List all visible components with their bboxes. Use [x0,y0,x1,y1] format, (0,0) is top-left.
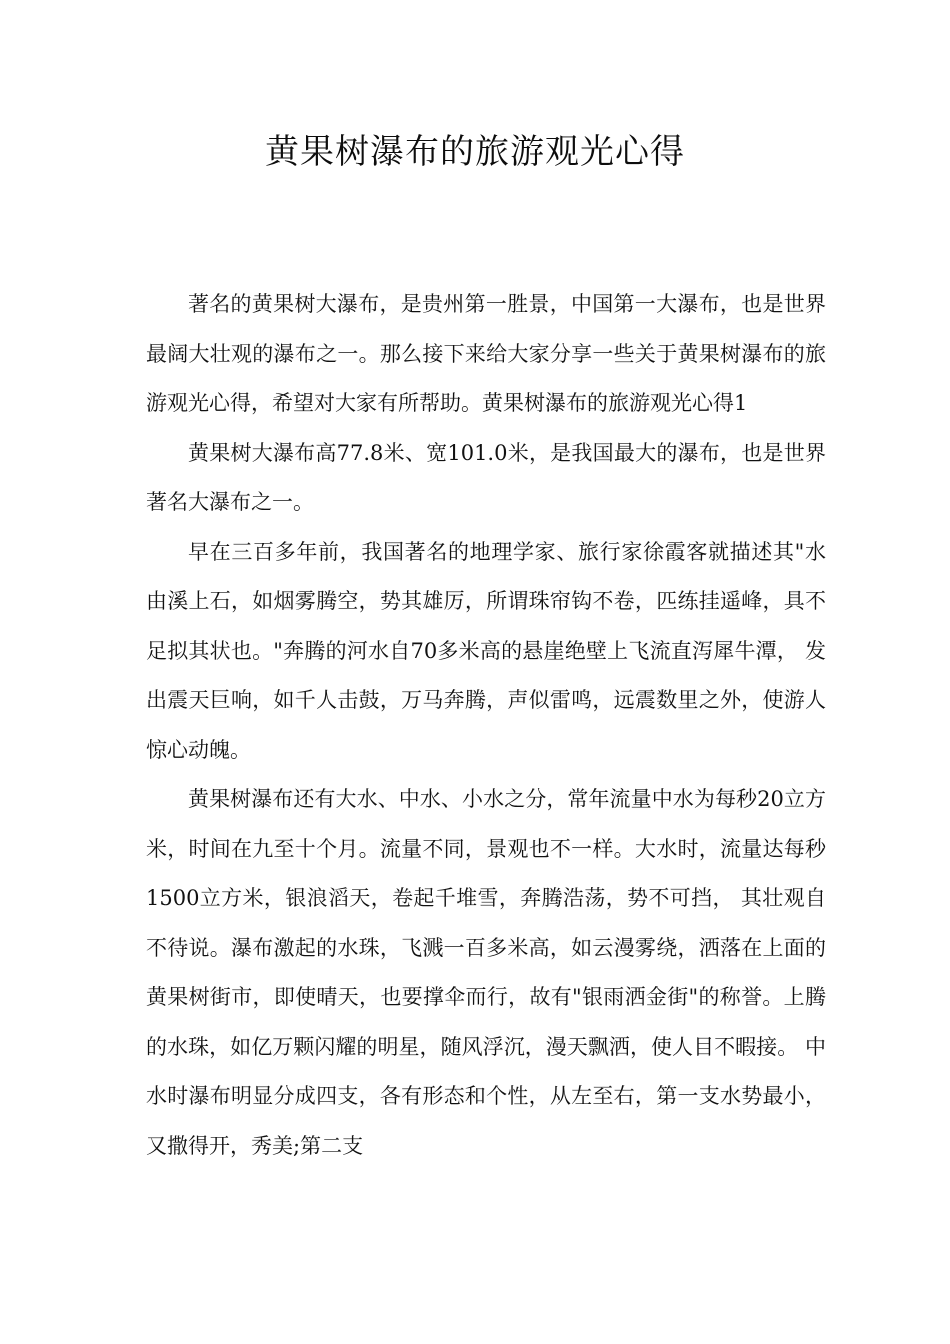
document-title: 黄果树瀑布的旅游观光心得 [265,132,685,172]
paragraph-flow: 黄果树瀑布还有大水、中水、小水之分，常年流量中水为每秒20立方米，时间在九至十个月。流量不同，景观也不一样。大水时，流量达每秒1500立方米，银浪滔天，卷起千堆雪，奔腾浩荡，势不可挡， 其壮观自不待说。瀑布激起的水珠，飞溅一百多米高，如云漫雾绕，洒落在上面的黄果树街市，即使晴天，也要撑伞而行，故有"银雨洒金街"的称誉。上腾的水珠，如亿万颗闪耀的明星，随风浮沉，漫天飘洒，使人目不暇接。 中水时瀑布明显分成四支，各有形态和个性，从左至右，第一支水势最小，又撒得开，秀美;第二支 [146,787,826,1158]
document-body [146,280,826,1171]
paragraph-history: 早在三百多年前，我国著名的地理学家、旅行家徐霞客就描述其"水由溪上石，如烟雾腾空，势其雄厉，所谓珠帘钩不卷，匹练挂遥峰，具不足拟其状也。"奔腾的河水自70多米高的悬崖绝壁上飞流直泻犀牛潭， 发出震天巨响，如千人击鼓，万马奔腾，声似雷鸣，远震数里之外，使游人惊心动魄。 [146,539,826,762]
paragraph-intro: 著名的黄果树大瀑布，是贵州第一胜景，中国第一大瀑布，也是世界最阔大壮观的瀑布之一。那么接下来给大家分享一些关于黄果树瀑布的旅游观光心得，希望对大家有所帮助。黄果树瀑布的旅游观光心得1 [146,292,826,415]
paragraph-dimensions: 黄果树大瀑布高77.8米、宽101.0米，是我国最大的瀑布，也是世界著名大瀑布之一。 [146,440,826,514]
